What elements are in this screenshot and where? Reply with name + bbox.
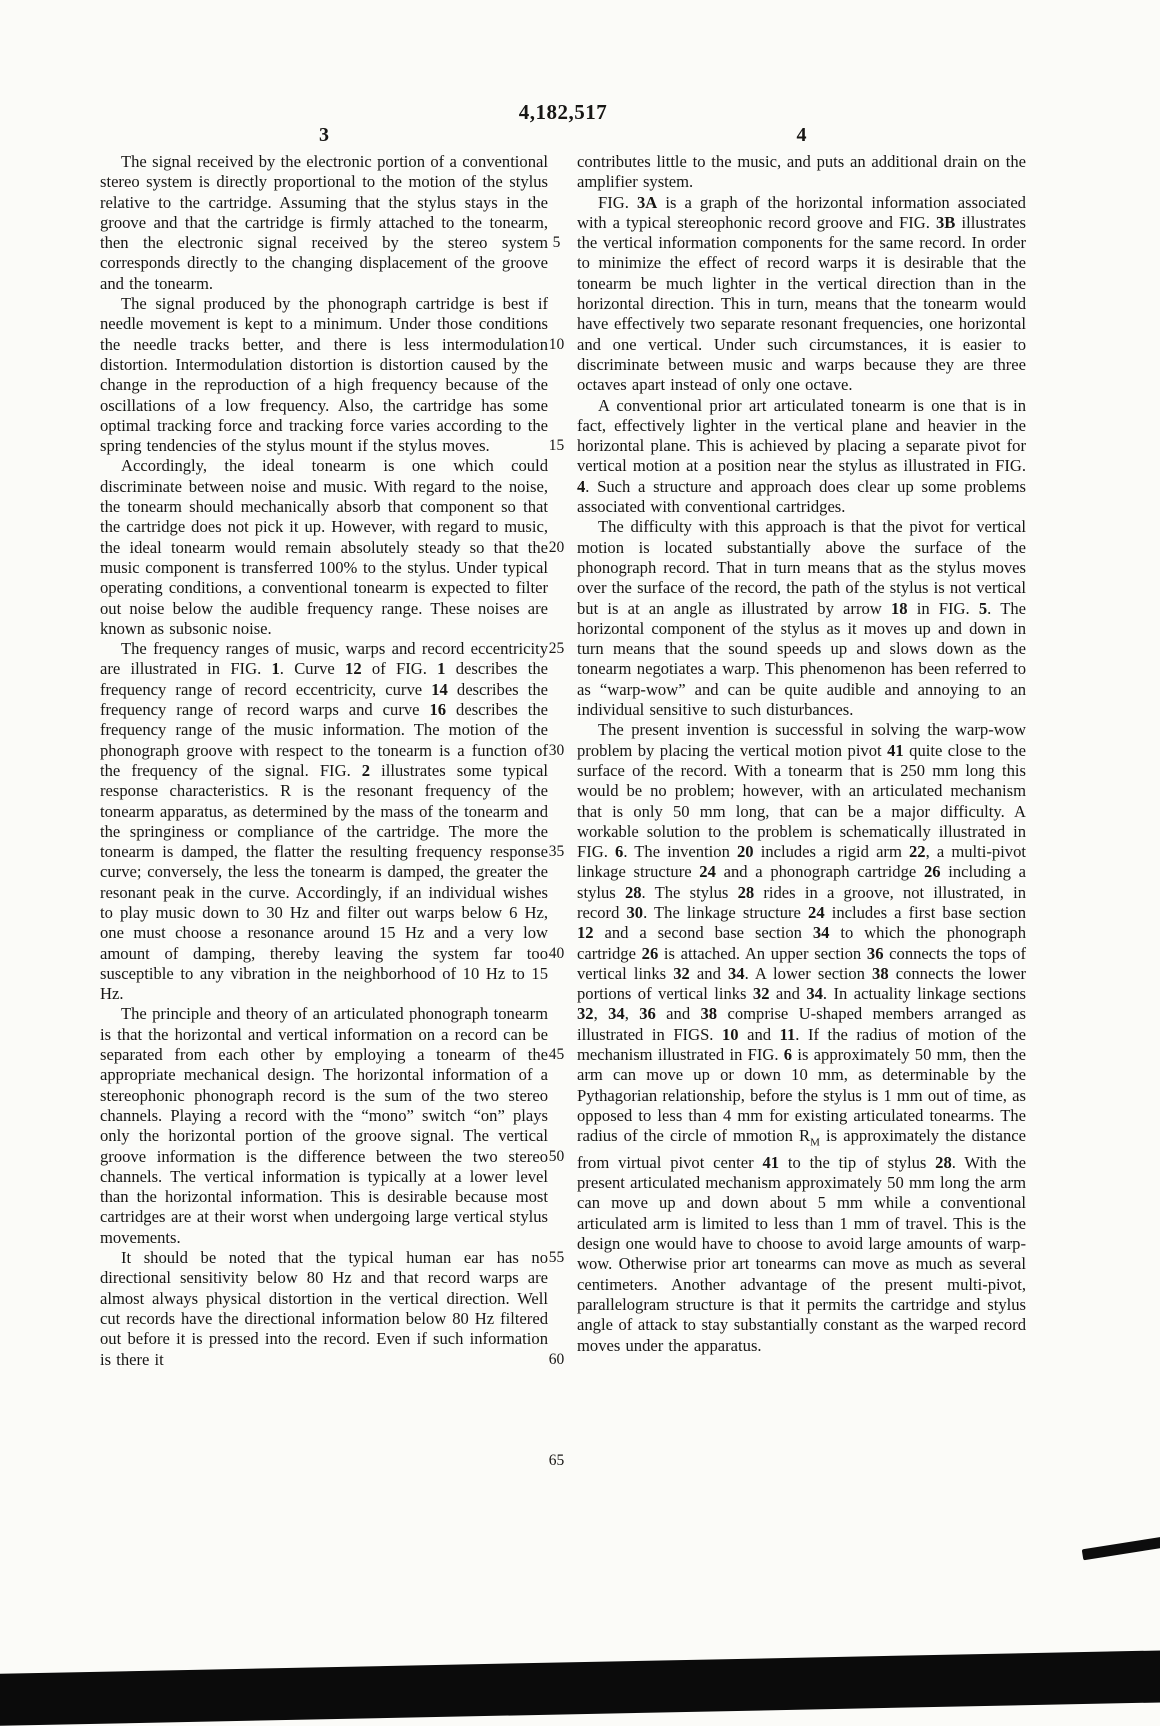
paragraph: The principle and theory of an articulated phonograph tonearm is that the horizontal and vertical information on a record can be separated from each other by employing a tonearm of the appropriate mechanical design. The horizontal information of a stereophonic phonograph record is the sum of the two stereo channels. Playing a record with the “mono” switch “on” plays only the horizontal portion of the groove signal. The vertical groove information is the difference between the two stereo channels. The vertical information is typically at a lower level than the horizontal information. This is desirable because most cartridges are at their worst when undergoing large vertical stylus movements. xyxy=(100,1004,548,1247)
line-number: 45 xyxy=(548,1046,565,1064)
line-number: 40 xyxy=(548,944,565,962)
paragraph: The signal received by the electronic portion of a conventional stereo system is directly proportional to the motion of the stylus relative to the cartridge. Assuming that the stylus stays in the groove and that the cartridge is firmly attached to the tonearm, then the electronic signal received by the stereo system corresponds directly to the changing displacement of the groove and the tonearm. xyxy=(100,152,548,293)
paragraph: Accordingly, the ideal tonearm is one which could discriminate between noise and music. With regard to the noise, the tonearm should mechanically absorb that component so that the cartridge does not pick it up. However, with regard to music, the ideal tonearm would remain absolutely steady so that the music component is transferred 100% to the stylus. Under typical operating conditions, a conventional tonearm is expected to filter out noise below the audible frequency range. These noises are known as subsonic noise. xyxy=(100,456,548,638)
line-number: 20 xyxy=(548,538,565,556)
right-text-column xyxy=(577,152,1026,1356)
paragraph: A conventional prior art articulated tonearm is one that is in fact, effectively lighter in the vertical plane and heavier in the horizontal plane. This is achieved by placing a separate pivot for vertical motion at a position near the stylus as illustrated in FIG. 4. Such a structure and approach does clear up some problems associated with conventional cartridges. xyxy=(577,395,1026,517)
line-number: 25 xyxy=(548,640,565,658)
paragraph: FIG. 3A is a graph of the horizontal information associated with a typical stereophonic record groove and FIG. 3B illustrates the vertical information components for the same record. In order to minimize the effect of record warps it is desirable that the tonearm be much lighter in the vertical direction than in the horizontal direction. This in turn, means that the tonearm would have effectively two separate resonant frequencies, one horizontal and one vertical. Under such circumstances, it is easier to discriminate between music and warps because they are three octaves apart instead of only one octave. xyxy=(577,192,1027,395)
paragraph: It should be noted that the typical human ear has no directional sensitivity below 80 Hz and that record warps are almost always physical distortion in the vertical direction. Well cut records have the directional information below 80 Hz filtered out before it is pressed into the record. Even if such information is there it xyxy=(100,1248,548,1369)
paragraph: contributes little to the music, and puts an additional drain on the amplifier system. xyxy=(577,152,1026,192)
line-number: 55 xyxy=(548,1249,565,1267)
line-number: 5 xyxy=(552,234,561,252)
line-number: 50 xyxy=(548,1147,565,1165)
page-column-number-4: 4 xyxy=(796,124,807,146)
line-number: 30 xyxy=(548,741,565,759)
left-text-column xyxy=(100,152,548,1370)
paragraph: The signal produced by the phonograph cartridge is best if needle movement is kept to a minimum. Under those conditions the needle tracks better, and there is less intermodulation distortion. Intermodulation distortion is distortion caused by the change in the reproduction of a high frequency because of the oscillations of a low frequency. Also, the cartridge has some optimal tracking force and tracking force varies according to the spring tendencies of the stylus mount if the stylus moves. xyxy=(100,294,548,456)
line-number: 65 xyxy=(548,1452,565,1470)
paragraph: The frequency ranges of music, warps and record eccentricity are illustrated in FIG. 1. Curve 12 of FIG. 1 describes the frequency range of record eccentricity, curve 14 describes the frequency range of record warps and curve 16 describes the frequency range of the music information. The motion of the phonograph groove with respect to the tonearm is a function of the frequency of the signal. FIG. 2 illustrates some typical response characteristics. R is the resonant frequency of the tonearm apparatus, as determined by the mass of the tonearm and the springiness or compliance of the cartridge. The more the tonearm is damped, the flatter the resulting frequency response curve; conversely, the less the tonearm is damped, the greater the resonant peak in the curve. Accordingly, if an individual wishes to play music down to 30 Hz and filter out warps below 6 Hz, one must choose a resonance around 15 Hz and a very low amount of damping, thereby leaving the system far too susceptible to any vibration in the neighborhood of 10 Hz to 15 Hz. xyxy=(100,639,549,1004)
scan-artifact-band xyxy=(0,1650,1160,1726)
paragraph: The difficulty with this approach is that the pivot for vertical motion is located substantially above the surface of the phonograph record. That in turn means that as the stylus moves over the surface of the record, the path of the stylus is not vertical but is at an angle as illustrated by arrow 18 in FIG. 5. The horizontal component of the stylus as it moves up and down in turn means that the sound speeds up and slows down as the tonearm negotiates a warp. This phenomenon has been referred to as “warp-wow” and can be quite audible and annoying to an individual sensitive to such disturbances. xyxy=(577,517,1026,720)
line-number: 15 xyxy=(548,437,565,455)
line-number: 60 xyxy=(548,1350,565,1368)
patent-number: 4,182,517 xyxy=(518,100,608,124)
paragraph: The present invention is successful in solving the warp-wow problem by placing the vertical motion pivot 41 quite close to the surface of the record. With a tonearm that is 250 mm long this would be no problem; however, with an articulated mechanism that is only 50 mm long, that can be a major difficulty. A workable solution to the problem is schematically illustrated in FIG. 6. The invention 20 includes a rigid arm 22, a multi-pivot linkage structure 24 and a phonograph cartridge 26 including a stylus 28. The stylus 28 rides in a groove, not illustrated, in record 30. The linkage structure 24 includes a first base section 12 and a second base section 34 to which the phonograph cartridge 26 is attached. An upper section 36 connects the tops of vertical links 32 and 34. A lower section 38 connects the lower portions of vertical links 32 and 34. In actuality linkage sections 32, 34, 36 and 38 comprise U-shaped members arranged as illustrated in FIGS. 10 and 11. If the radius of motion of the mechanism illustrated in FIG. 6 is approximately 50 mm, then the arm can move up or down 10 mm, as determinable by the Pythagorian relationship, before the stylus is 1 mm out of time, as opposed to less than 4 mm for existing articulated tonearms. The radius of the circle of mmotion $R_M$ is approximately the distance from virtual pivot center 41 to the tip of stylus 28. With the present articulated mechanism approximately 50 mm long the arm can move up and down about 5 mm while a conventional articulated arm is limited to less than 1 mm of travel. This is the design one would have to choose to avoid large amounts of warp-wow. Otherwise prior art tonearms can move as much as several centimeters. Another advantage of the present multi-pivot, parallelogram structure is that it permits the cartridge and stylus angle of attack to stay substantially constant as the warped record moves under the apparatus. xyxy=(577,720,1027,1355)
scan-artifact-mark xyxy=(1082,1535,1160,1561)
page-column-number-3: 3 xyxy=(319,124,329,146)
line-number: 35 xyxy=(548,843,565,861)
line-number: 10 xyxy=(548,335,565,353)
